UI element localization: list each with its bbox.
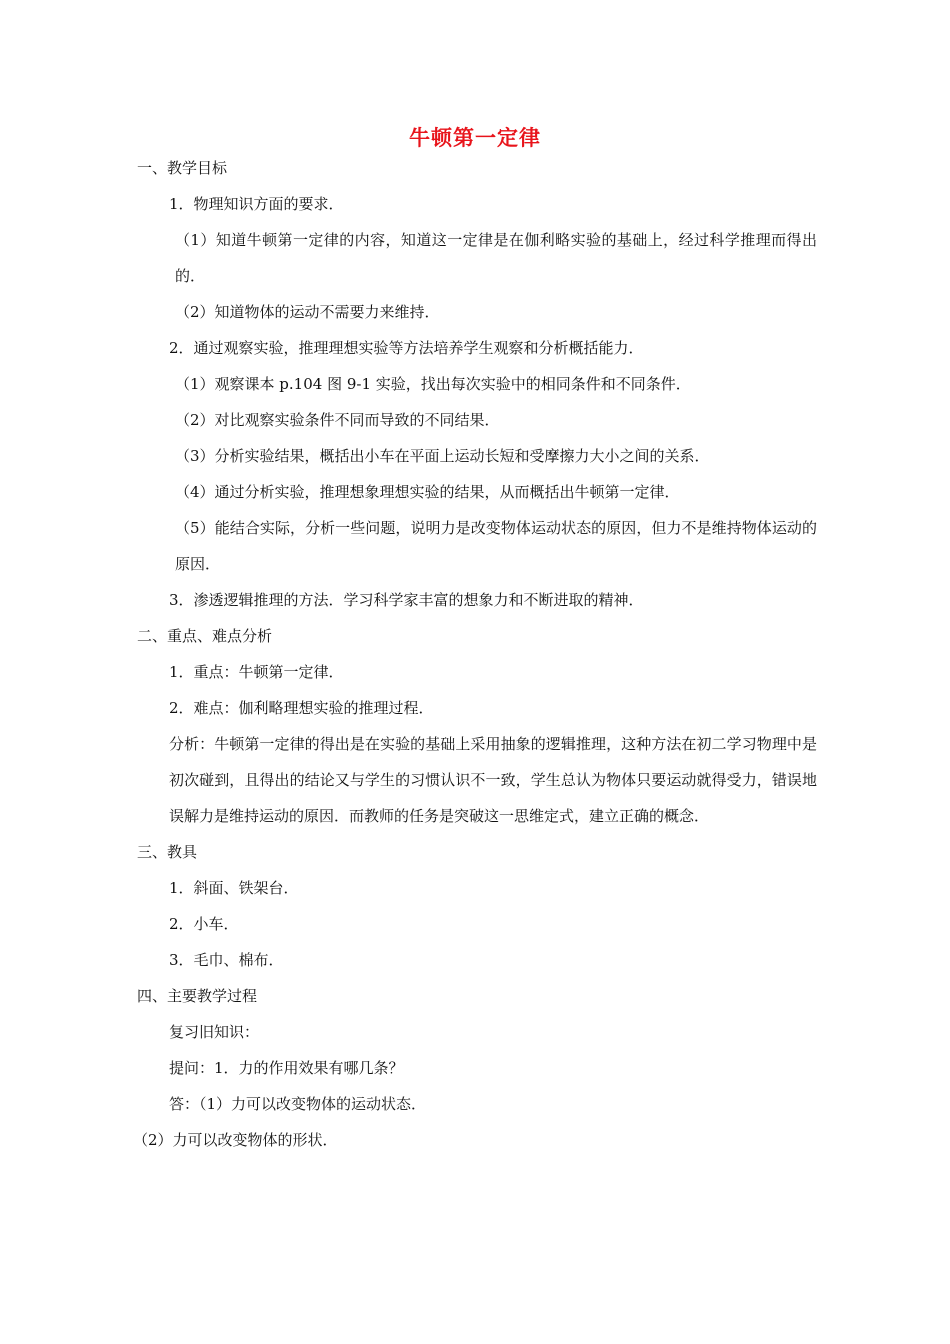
difficult-point: 2．难点：伽利略理想实验的推理过程． xyxy=(169,699,434,717)
question-1: 提问：1．力的作用效果有哪几条？ xyxy=(169,1059,404,1077)
key-point: 1．重点：牛顿第一定律． xyxy=(169,663,344,681)
section-heading-teaching-process: 四、主要教学过程 xyxy=(137,987,258,1005)
objective-1: 1．物理知识方面的要求． xyxy=(169,195,344,213)
objective-2: 2．通过观察实验，推理理想实验等方法培养学生观察和分析概括能力． xyxy=(169,339,644,357)
document-body xyxy=(133,150,817,1158)
analysis-paragraph: 分析：牛顿第一定律的得出是在实验的基础上采用抽象的逻辑推理，这种方法在初二学习物理中是初次碰到，且得出的结论又与学生的习惯认识不一致，学生总认为物体只要运动就得受力，错误地误解力是维持运动的原因．而教师的任务是突破这一思维定式，建立正确的概念． xyxy=(169,735,817,825)
teaching-aid-1: 1．斜面、铁架台． xyxy=(169,879,299,897)
objective-2-item-1: （1）观察课本 p.104 图 9-1 实验，找出每次实验中的相同条件和不同条件． xyxy=(175,375,691,393)
review-heading: 复习旧知识： xyxy=(169,1023,260,1041)
answer-1: 答：（1）力可以改变物体的运动状态． xyxy=(169,1095,427,1113)
objective-2-item-5: （5）能结合实际，分析一些问题，说明力是改变物体运动状态的原因，但力不是维持物体运动的原因． xyxy=(175,519,817,573)
section-heading-teaching-aids: 三、教具 xyxy=(137,843,198,861)
objective-2-item-2: （2）对比观察实验条件不同而导致的不同结果． xyxy=(175,411,500,429)
objective-2-item-3: （3）分析实验结果，概括出小车在平面上运动长短和受摩擦力大小之间的关系． xyxy=(175,447,710,465)
answer-2: （2）力可以改变物体的形状． xyxy=(133,1131,338,1149)
section-heading-objectives: 一、教学目标 xyxy=(137,159,228,177)
teaching-aid-2: 2．小车． xyxy=(169,915,239,933)
section-heading-key-points: 二、重点、难点分析 xyxy=(137,627,273,645)
document-title: 牛顿第一定律 xyxy=(409,126,541,150)
objective-2-item-4: （4）通过分析实验，推理想象理想实验的结果，从而概括出牛顿第一定律． xyxy=(175,483,680,501)
objective-1-item-2: （2）知道物体的运动不需要力来维持． xyxy=(175,303,440,321)
objective-3: 3．渗透逻辑推理的方法．学习科学家丰富的想象力和不断进取的精神． xyxy=(169,591,644,609)
teaching-aid-3: 3．毛巾、棉布． xyxy=(169,951,284,969)
objective-1-item-1: （1）知道牛顿第一定律的内容，知道这一定律是在伽利略实验的基础上，经过科学推理而得出的． xyxy=(175,231,817,285)
